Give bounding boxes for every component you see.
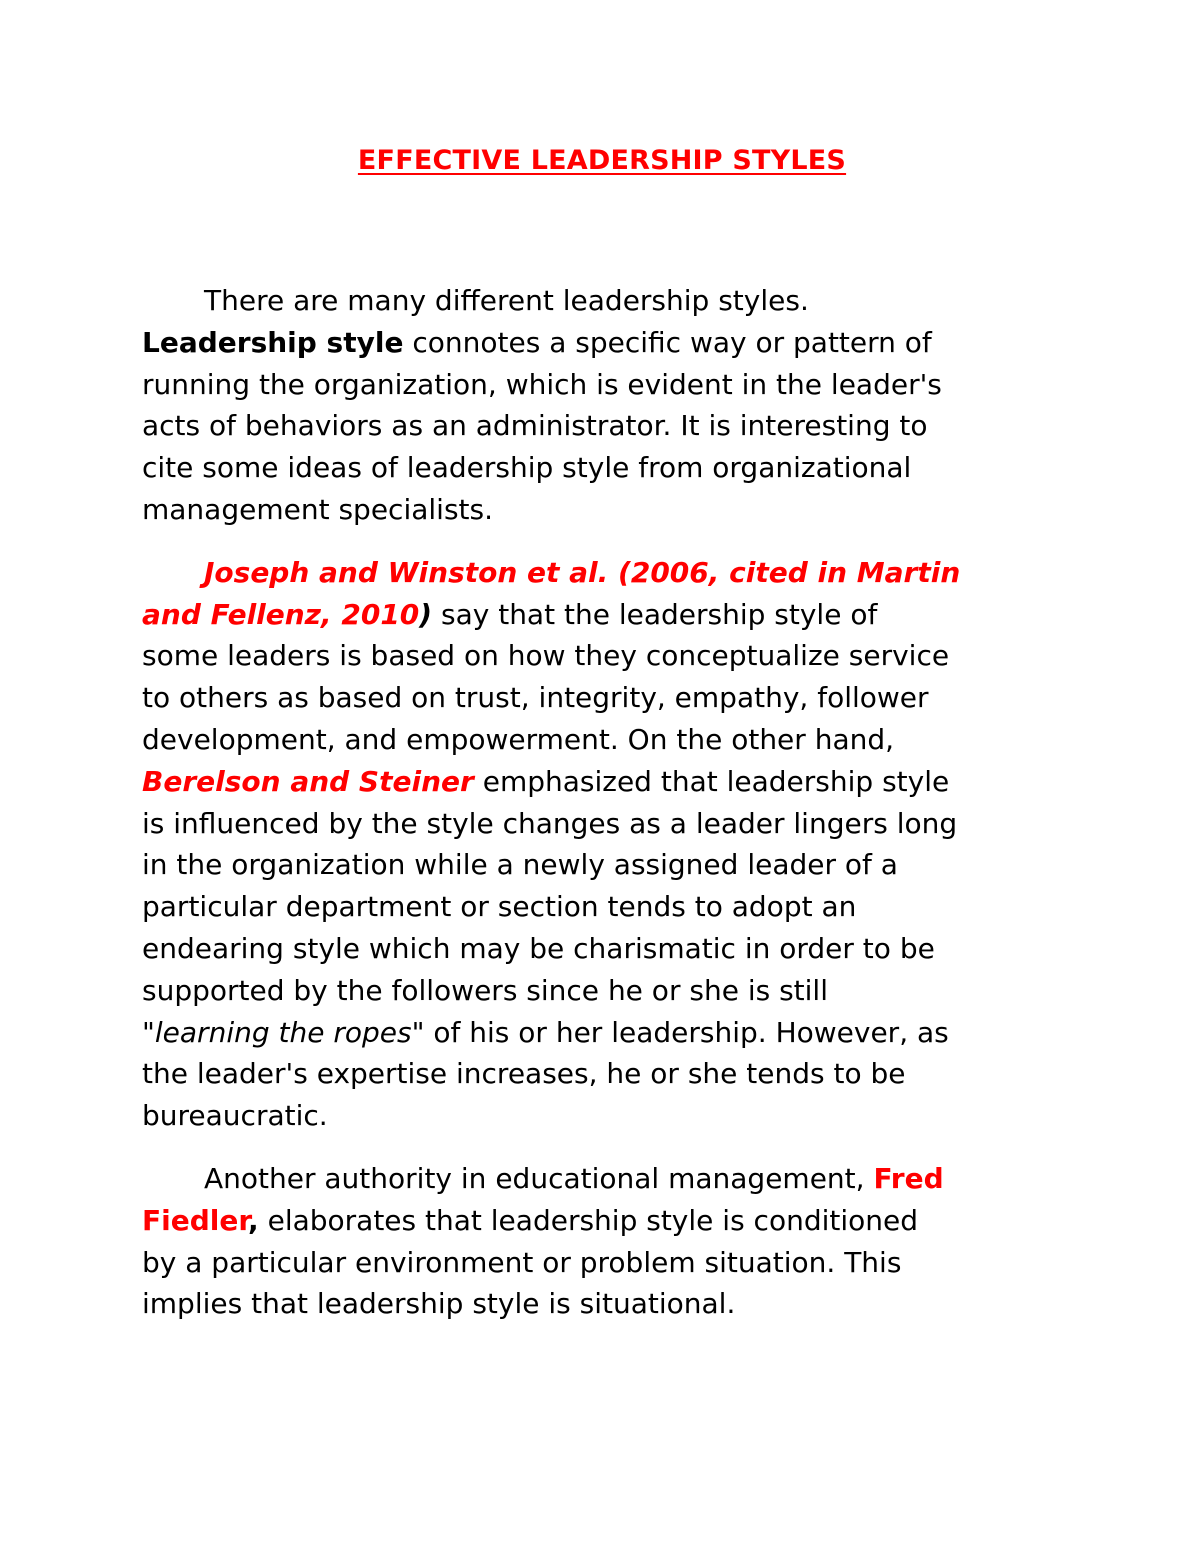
paragraph-line: the leader's expertise increases, he or she tends to be — [142, 1057, 906, 1091]
paragraph-line: to others as based on trust, integrity, empathy, follower — [142, 681, 929, 715]
term-leadership-style: Leadership style — [142, 325, 404, 359]
paragraph-line — [142, 761, 1062, 803]
citation-joseph-winston: Joseph and Winston et al. (2006, cited in Martin — [204, 555, 961, 589]
paragraph-line — [142, 1158, 1062, 1200]
document-page — [142, 140, 1062, 1346]
paragraph-line: particular department or section tends to adopt an — [142, 890, 857, 924]
italic-phrase: learning the ropes — [154, 1015, 412, 1049]
paragraph-line: endearing style which may be charismatic in order to be — [142, 931, 935, 965]
paragraph-line: is influenced by the style changes as a leader lingers long — [142, 806, 958, 840]
text-run: " — [142, 1015, 155, 1049]
paragraph-citations — [142, 552, 1062, 1137]
text-run: elaborates that leadership style is conditioned — [258, 1203, 919, 1237]
text-run: say that the leadership style of — [432, 597, 878, 631]
paragraph-intro — [142, 280, 1062, 531]
paragraph-line — [142, 594, 1062, 636]
paragraph-line: management specialists. — [142, 492, 493, 526]
paragraph-line: There are many different leadership styles. — [204, 284, 809, 317]
citation-berelson-steiner: Berelson and Steiner — [142, 764, 474, 798]
citation-martin-fellenz: and Fellenz, 2010 — [142, 597, 420, 631]
paragraph-line — [142, 1200, 1062, 1242]
citation-paren: ) — [419, 597, 433, 631]
paragraph-line — [142, 322, 1062, 364]
paragraph-line: running the organization, which is evident in the leader's — [142, 367, 942, 401]
paragraph-line: development, and empowerment. On the other hand, — [142, 722, 895, 756]
paragraph-line: cite some ideas of leadership style from organizational — [142, 451, 912, 485]
paragraph-line: in the organization while a newly assigned leader of a — [142, 848, 898, 882]
text-run: connotes a specific way or pattern of — [403, 325, 932, 359]
paragraph-line: bureaucratic. — [142, 1099, 328, 1133]
paragraph-line: implies that leadership style is situational. — [142, 1287, 736, 1321]
name-fred: Fred — [873, 1161, 944, 1195]
paragraph-fiedler — [142, 1158, 1062, 1325]
name-fiedler: Fiedler — [142, 1203, 249, 1237]
document-title: EFFECTIVE LEADERSHIP STYLES — [357, 145, 847, 176]
paragraph-line — [142, 1012, 1062, 1054]
text-run: " of his or her leadership. However, as — [411, 1015, 949, 1049]
paragraph-line: by a particular environment or problem situation. This — [142, 1245, 902, 1279]
paragraph-line: supported by the followers since he or she is still — [142, 973, 828, 1007]
text-run: emphasized that leadership style — [473, 764, 950, 798]
paragraph-line: acts of behaviors as an administrator. It is interesting to — [142, 409, 928, 443]
paragraph-line: some leaders is based on how they conceptualize service — [142, 639, 950, 673]
text-comma: , — [248, 1203, 259, 1237]
text-run: Another authority in educational management, — [204, 1161, 874, 1195]
